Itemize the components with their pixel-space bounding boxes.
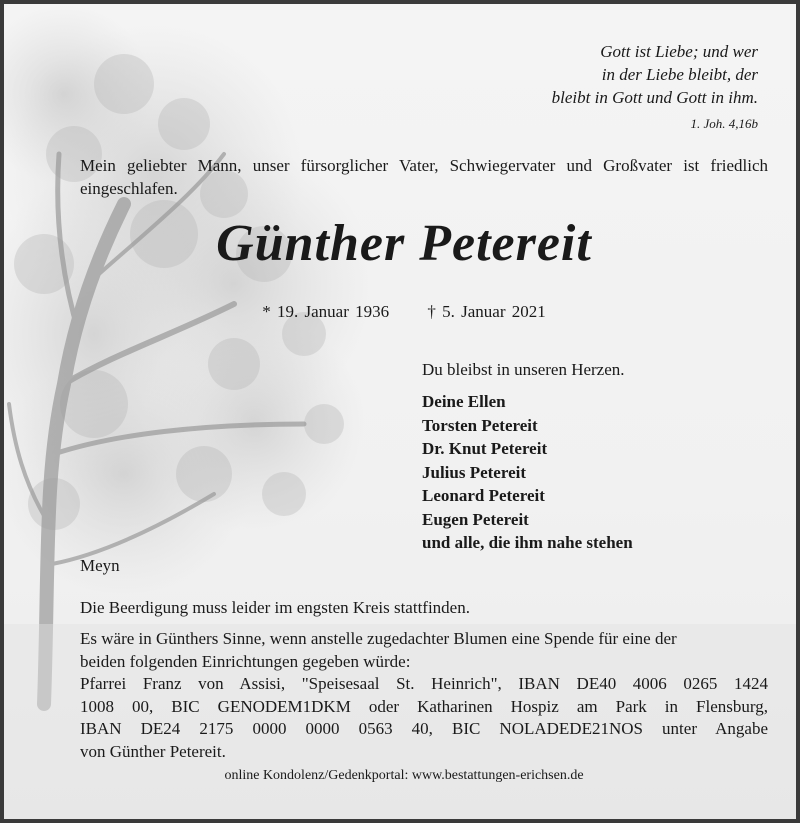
- donation-line: Pfarrei Franz von Assisi, "Speisesaal St. Heinrich", IBAN DE40 4006 0265 1424: [80, 674, 768, 693]
- verse-line: Gott ist Liebe; und wer: [600, 42, 758, 61]
- birth-date: * 19. Januar 1936: [262, 302, 390, 321]
- donation-line: 1008 00, BIC GENODEM1DKM oder Katharinen Hospiz am Park in Flensburg,: [80, 696, 768, 716]
- family-member: Torsten Petereit: [422, 415, 538, 435]
- verse-line: bleibt in Gott und Gott in ihm.: [551, 88, 758, 107]
- family-member: Eugen Petereit: [422, 509, 529, 529]
- verse-reference: 1. Joh. 4,16b: [690, 116, 758, 131]
- family-member: Julius Petereit: [422, 462, 527, 482]
- deceased-name: Günther Petereit: [216, 215, 592, 272]
- verse-line: in der Liebe bleibt, der: [601, 65, 758, 84]
- donation-line: von Günther Petereit.: [80, 741, 226, 761]
- heart-line: Du bleibst in unseren Herzen.: [422, 360, 625, 379]
- family-member: Dr. Knut Petereit: [422, 439, 548, 458]
- bible-verse: [438, 40, 758, 109]
- funeral-note: Die Beerdigung muss leider im engsten Kreis stattfinden.: [80, 598, 470, 617]
- death-date: † 5. Januar 2021: [427, 302, 546, 321]
- donation-line: beiden folgenden Einrichtungen gegeben würde:: [80, 651, 411, 671]
- intro-text: Mein geliebter Mann, unser fürsorglicher Vater, Schwiegervater und Großvater ist friedlich eingeschlafen.: [80, 156, 768, 198]
- donation-text: [80, 628, 768, 763]
- family-member: Deine Ellen: [422, 392, 506, 411]
- donation-line: Es wäre in Günthers Sinne, wenn anstelle zugedachter Blumen eine Spende für eine der: [80, 629, 677, 648]
- place-name: Meyn: [80, 556, 120, 575]
- online-condolence-link[interactable]: online Kondolenz/Gedenkportal: www.bestattungen-erichsen.de: [224, 768, 584, 783]
- family-member: Leonard Petereit: [422, 486, 545, 505]
- life-dates: [4, 302, 800, 322]
- family-list: [422, 390, 633, 555]
- family-member: und alle, die ihm nahe stehen: [422, 533, 633, 552]
- donation-line: IBAN DE24 2175 0000 0000 0563 40, BIC NOLADEDE21NOS unter Angabe: [80, 719, 768, 738]
